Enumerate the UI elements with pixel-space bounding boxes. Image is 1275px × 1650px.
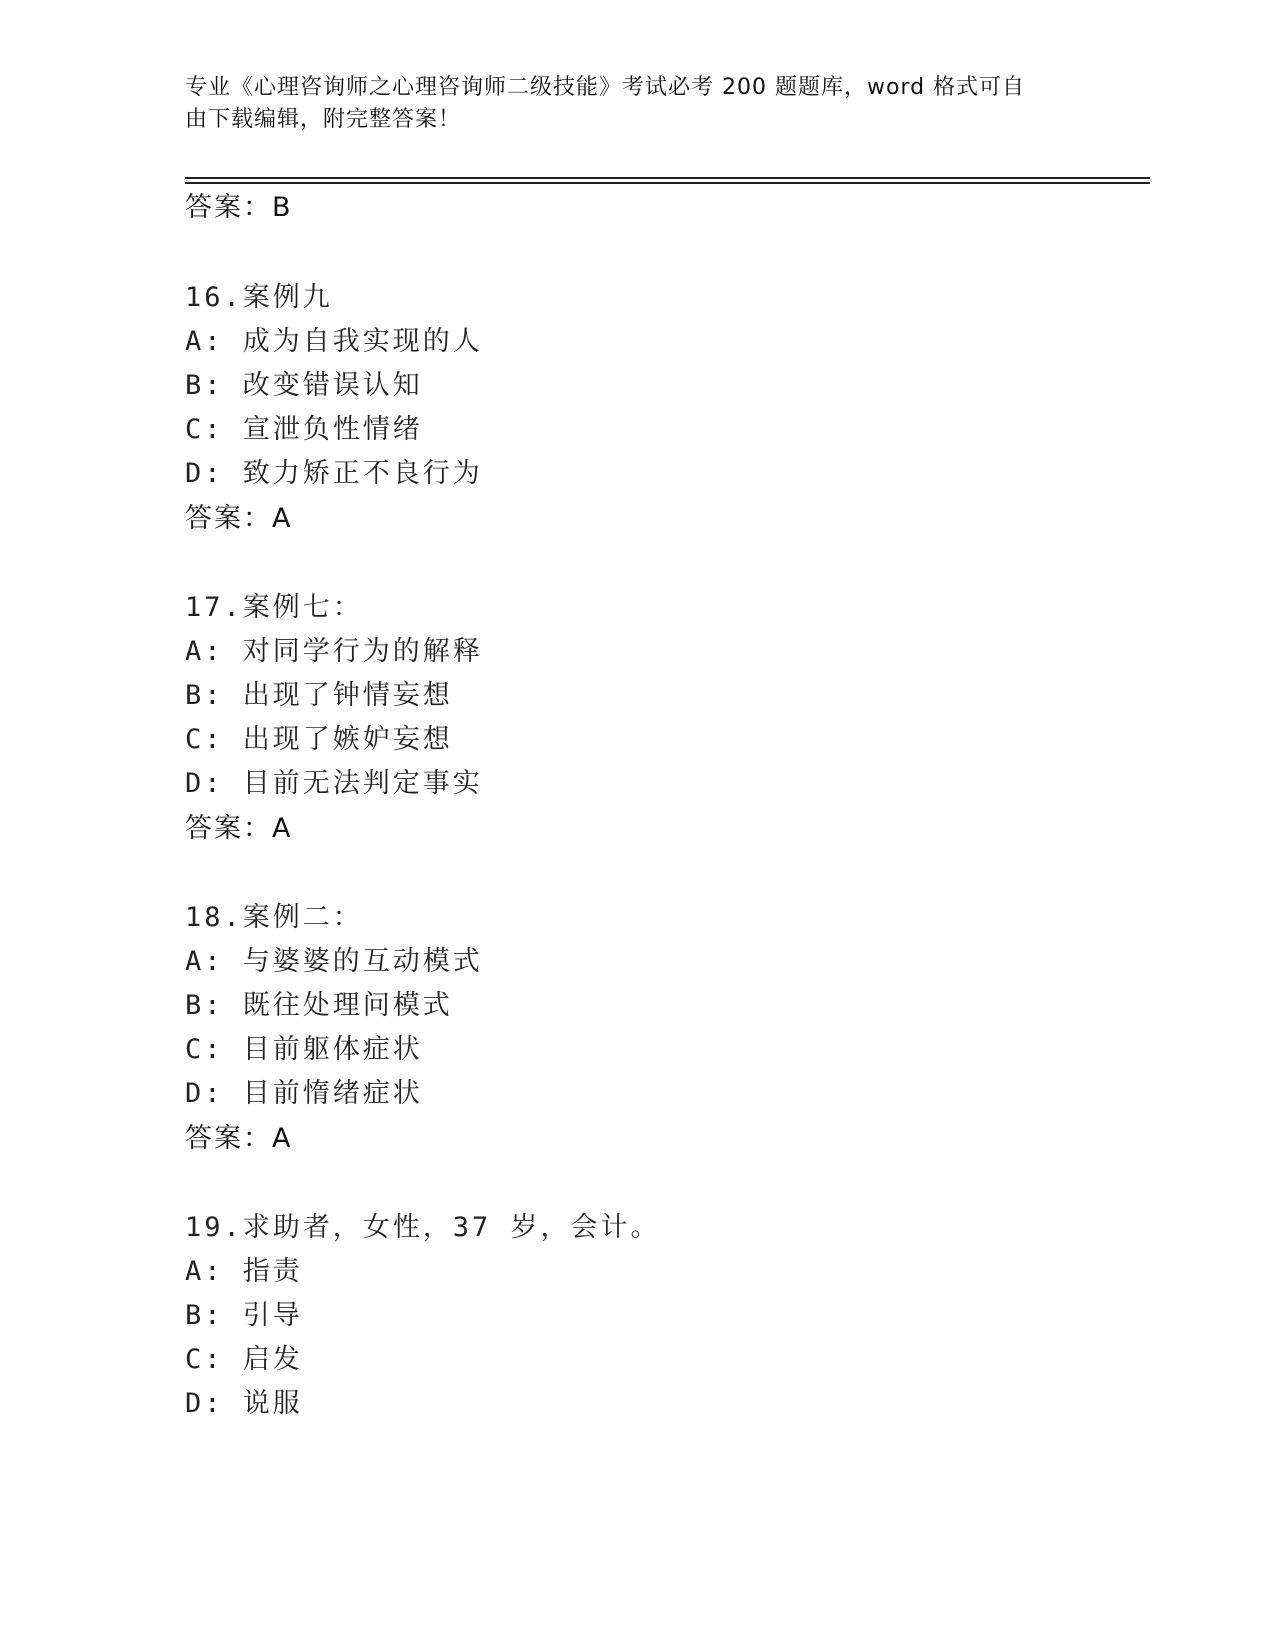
header-rule-bottom: [185, 182, 1150, 184]
question-16-title: 16.案例九: [185, 282, 333, 313]
question-18-title: 18.案例二：: [185, 902, 363, 933]
question-19-title: 19.求助者，女性，37 岁，会计。: [185, 1212, 661, 1243]
question-17-option-b: B: 出现了钟情妄想: [185, 680, 453, 711]
question-18-option-c: C: 目前躯体症状: [185, 1034, 423, 1065]
question-19-option-b: B: 引导: [185, 1300, 303, 1331]
question-16-option-c: C: 宣泄负性情绪: [185, 414, 423, 445]
header-line-1: 专业《心理咨询师之心理咨询师二级技能》考试必考 200 题题库，word 格式可自: [185, 75, 1026, 100]
question-19-option-c: C: 启发: [185, 1344, 303, 1375]
question-19-option-a: A: 指责: [185, 1256, 303, 1287]
answer-previous: 答案：B: [185, 192, 293, 223]
question-17-option-d: D: 目前无法判定事实: [185, 768, 483, 799]
header-rule-top: [185, 177, 1150, 179]
question-16-answer: 答案：A: [185, 503, 293, 534]
question-16-option-b: B: 改变错误认知: [185, 370, 423, 401]
question-19-option-d: D: 说服: [185, 1388, 303, 1419]
question-16-option-a: A: 成为自我实现的人: [185, 326, 483, 357]
document-header: [185, 72, 1065, 136]
question-17-option-a: A: 对同学行为的解释: [185, 636, 483, 667]
header-line-2: 由下载编辑，附完整答案！: [185, 107, 462, 132]
question-18-option-a: A: 与婆婆的互动模式: [185, 946, 483, 977]
question-18-option-b: B: 既往处理问模式: [185, 990, 453, 1021]
question-17-answer: 答案：A: [185, 813, 293, 844]
question-17-title: 17.案例七：: [185, 592, 363, 623]
question-17-option-c: C: 出现了嫉妒妄想: [185, 724, 453, 755]
question-18-answer: 答案：A: [185, 1123, 293, 1154]
question-18-option-d: D: 目前惰绪症状: [185, 1078, 423, 1109]
question-16-option-d: D: 致力矫正不良行为: [185, 458, 483, 489]
